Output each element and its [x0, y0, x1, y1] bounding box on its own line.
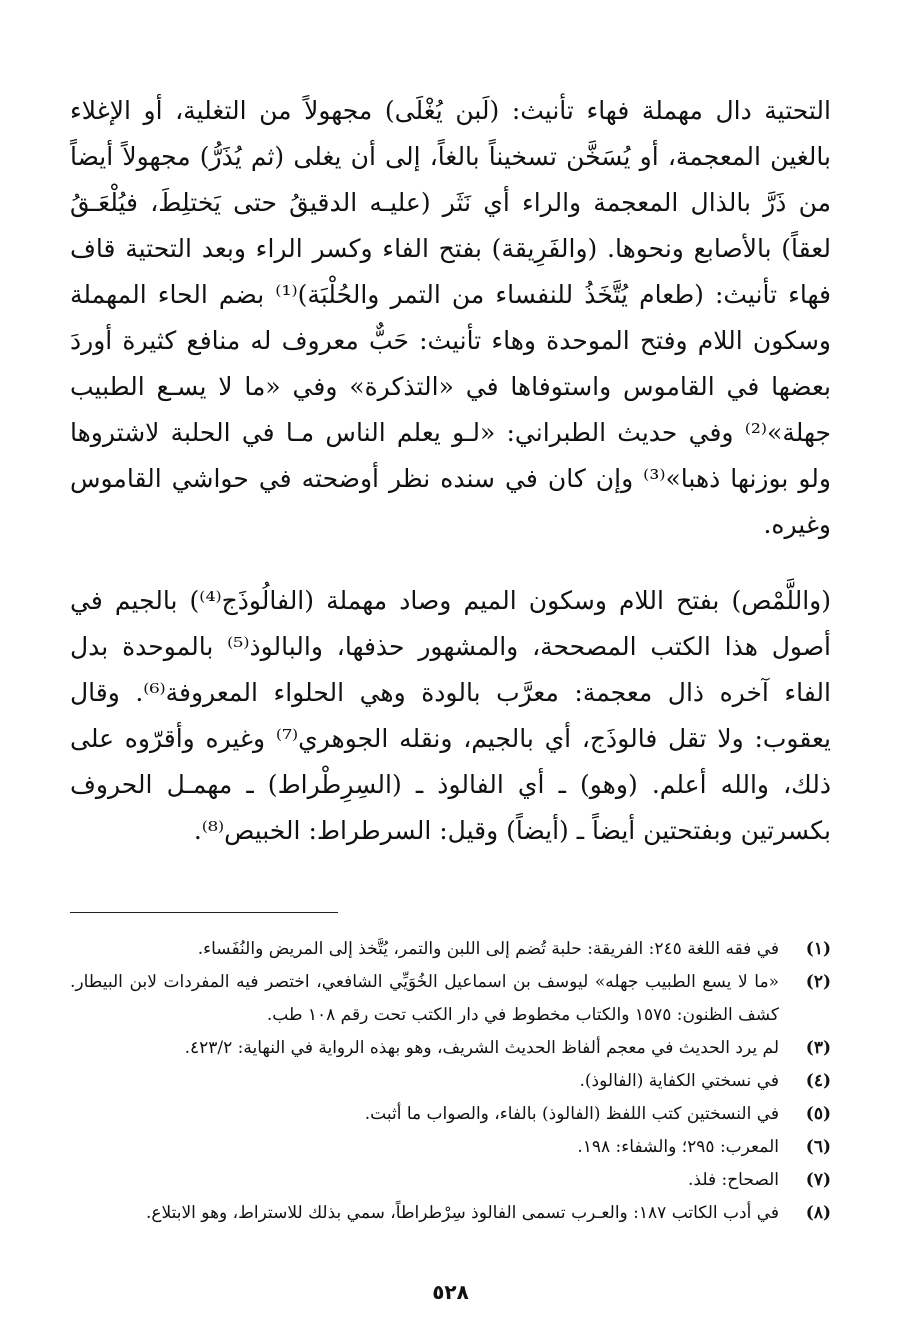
footnote-separator — [70, 912, 338, 913]
footnote-number: (٥) — [805, 1104, 831, 1124]
footnote-item — [70, 1098, 831, 1131]
footnote-item — [70, 1065, 831, 1098]
footnote-number: (٦) — [805, 1137, 831, 1157]
footnote-text: في فقه اللغة ٢٤٥: الفريقة: حلبة تُضم إلى اللبن والتمر، يُتَّخذ إلى المريض والنُفَساء. — [197, 939, 779, 959]
footnote-item — [70, 1131, 831, 1164]
footnote-number: (٣) — [805, 1038, 831, 1058]
footnote-number: (٨) — [805, 1203, 831, 1223]
footnote-text: لم يرد الحديث في معجم ألفاظ الحديث الشريف، وهو بهذه الرواية في النهاية: ٤٢٣/٢. — [184, 1038, 779, 1058]
footnotes — [70, 933, 831, 1230]
footnote-item — [70, 1197, 831, 1230]
footnote-item — [70, 1032, 831, 1065]
body-paragraph-1: التحتية دال مهملة فهاء تأنيث: (لَبن يُغْلَى) مجهولاً من التغلية، أو الإغلاء بالغين المعجمة، أو يُسَخَّن تسخيناً بالغاً، إلى أن يغلى (ثم يُذَرُّ) مجهولاً أيضاً من ذَرَّ بالذال المعجمة والراء أي نَثَر (عليـه الدقيقُ حتى يَختلِطَ، فيُلْعَـقُ لعقاً) بالأصابع ونحوها. (والفَرِيقة) بفتح الفاء وكسر الراء وبعد التحتية قاف فهاء تأنيث: (طعام يُتَّخَذُ للنفساء من التمر والحُلْبَة)⁽¹⁾ بضم الحاء المهملة وسكون اللام وفتح الموحدة وهاء تأنيث: حَبٌّ معروف له منافع كثيرة أوردَ بعضها في القاموس واستوفاها في «التذكرة» وفي «ما لا يسـع الطبيب جهلة»⁽²⁾ وفي حديث الطبراني: «لـو يعلم الناس مـا في الحلبة لاشتروها ولو بوزنها ذهبا»⁽³⁾ وإن كان في سنده نظر أوضحته في حواشي القاموس وغيره. — [70, 96, 831, 539]
page-number: ٥٢٨ — [432, 1280, 469, 1304]
footnote-text: في أدب الكاتب ١٨٧: والعـرب تسمى الفالوذ سِرْطراطاً، سمي بذلك للاستراط، وهو الابتلاع. — [145, 1203, 779, 1223]
footnote-text: «ما لا يسع الطبيب جهله» ليوسف بن اسماعيل الخُوَيِّي الشافعي، اختصر فيه المفردات لابن البيطار. كشف الظنون: ١٥٧٥ والكتاب مخطوط في دار الكتب تحت رقم ١٠٨ طب. — [70, 972, 779, 1025]
footnote-number: (٢) — [805, 972, 831, 992]
footnote-item — [70, 966, 831, 1032]
footnote-item — [70, 1164, 831, 1197]
body-paragraph-2: (واللَّمْص) بفتح اللام وسكون الميم وصاد مهملة (الفالُوذَج⁽⁴⁾) بالجيم في أصول هذا الكتب المصححة، والمشهور حذفها، والبالوذ⁽⁵⁾ بالموحدة بدل الفاء آخره ذال معجمة: معرَّب بالودة وهي الحلواء المعروفة⁽⁶⁾. وقال يعقوب: ولا تقل فالوذَج، أي بالجيم، ونقله الجوهري⁽⁷⁾ وغيره وأقرّوه على ذلك، والله أعلم. (وهو) ـ أي الفالوذ ـ (السِرِطْراط) ـ مهمـل الحروف بكسرتين وبفتحتين أيضاً ـ (أيضاً) وقيل: السرطراط: الخبيص⁽⁸⁾. — [70, 586, 832, 845]
footnote-item — [70, 933, 831, 966]
footnote-text: المعرب: ٢٩٥؛ والشفاء: ١٩٨. — [577, 1137, 779, 1157]
footnote-text: في النسختين كتب اللفظ (الفالوذ) بالفاء، والصواب ما أثبت. — [364, 1104, 779, 1124]
footnote-separator-wrap — [70, 882, 831, 913]
book-page — [70, 88, 831, 1342]
footnote-text: الصحاح: فلذ. — [688, 1170, 779, 1190]
footnote-number: (٤) — [805, 1071, 831, 1091]
footnote-number: (٧) — [805, 1170, 831, 1190]
footnote-number: (١) — [805, 939, 831, 959]
footnote-text: في نسختي الكفاية (الفالوذ). — [579, 1071, 779, 1091]
